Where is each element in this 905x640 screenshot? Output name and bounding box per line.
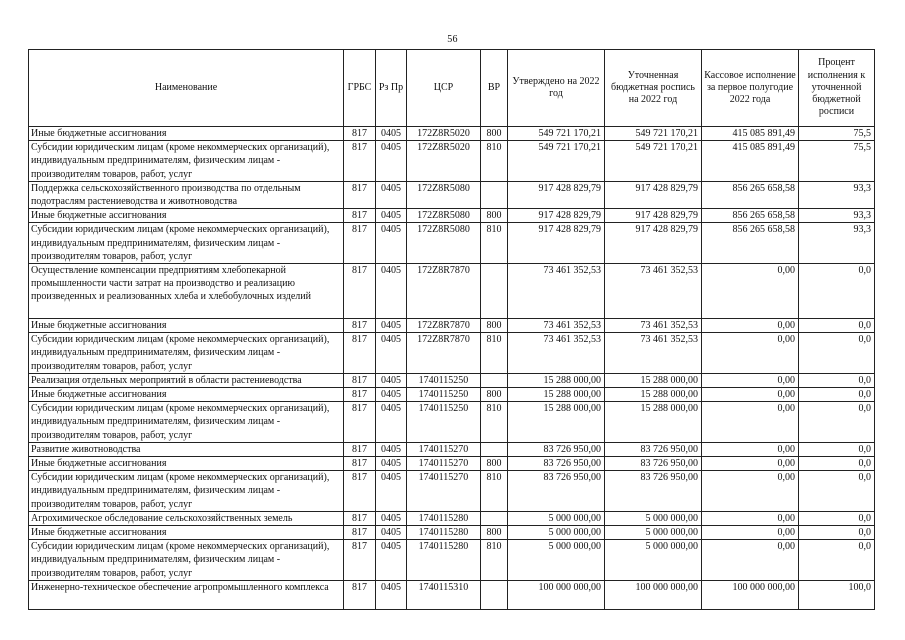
cell-name: Субсидии юридическим лицам (кроме некоммерческих организаций), индивидуальным предпринимателям, физическим лицам - производителям товаров, работ, услуг <box>29 333 344 374</box>
cell-name: Реализация отдельных мероприятий в области растениеводства <box>29 373 344 387</box>
cell-rzpr: 0405 <box>376 442 407 456</box>
cell-cash: 0,00 <box>702 319 799 333</box>
table-row <box>29 181 875 208</box>
cell-percent: 0,0 <box>799 333 875 374</box>
table-row <box>29 511 875 525</box>
cell-vr: 810 <box>481 471 508 512</box>
cell-cash: 415 085 891,49 <box>702 141 799 182</box>
cell-refined: 5 000 000,00 <box>605 526 702 540</box>
cell-approved: 73 461 352,53 <box>508 264 605 319</box>
cell-csr: 172Z8R5080 <box>407 209 481 223</box>
cell-vr <box>481 181 508 208</box>
cell-percent: 93,3 <box>799 223 875 264</box>
cell-approved: 15 288 000,00 <box>508 388 605 402</box>
cell-csr: 1740115270 <box>407 442 481 456</box>
cell-approved: 73 461 352,53 <box>508 319 605 333</box>
cell-csr: 172Z8R7870 <box>407 333 481 374</box>
table-row <box>29 471 875 512</box>
cell-name: Субсидии юридическим лицам (кроме некоммерческих организаций), индивидуальным предпринимателям, физическим лицам - производителям товаров, работ, услуг <box>29 471 344 512</box>
cell-approved: 5 000 000,00 <box>508 526 605 540</box>
cell-cash: 0,00 <box>702 457 799 471</box>
cell-vr: 800 <box>481 209 508 223</box>
header-rzpr: Рз Пр <box>376 50 407 127</box>
cell-rzpr: 0405 <box>376 388 407 402</box>
cell-cash: 100 000 000,00 <box>702 580 799 609</box>
cell-grbs: 817 <box>344 540 376 581</box>
cell-cash: 856 265 658,58 <box>702 223 799 264</box>
cell-vr <box>481 511 508 525</box>
cell-csr: 1740115270 <box>407 471 481 512</box>
cell-rzpr: 0405 <box>376 540 407 581</box>
cell-name: Иные бюджетные ассигнования <box>29 457 344 471</box>
cell-percent: 75,5 <box>799 127 875 141</box>
cell-csr: 172Z8R5020 <box>407 127 481 141</box>
header-vr: ВР <box>481 50 508 127</box>
cell-percent: 0,0 <box>799 457 875 471</box>
cell-vr: 810 <box>481 141 508 182</box>
cell-rzpr: 0405 <box>376 580 407 609</box>
table-row <box>29 333 875 374</box>
cell-cash: 856 265 658,58 <box>702 181 799 208</box>
table-row <box>29 526 875 540</box>
cell-rzpr: 0405 <box>376 471 407 512</box>
cell-refined: 83 726 950,00 <box>605 471 702 512</box>
cell-name: Субсидии юридическим лицам (кроме некоммерческих организаций), индивидуальным предпринимателям, физическим лицам - производителям товаров, работ, услуг <box>29 141 344 182</box>
cell-approved: 83 726 950,00 <box>508 442 605 456</box>
cell-csr: 1740115280 <box>407 511 481 525</box>
cell-refined: 549 721 170,21 <box>605 127 702 141</box>
header-refined: Уточненная бюджетная роспись на 2022 год <box>605 50 702 127</box>
table-row <box>29 442 875 456</box>
cell-refined: 83 726 950,00 <box>605 442 702 456</box>
table-row <box>29 209 875 223</box>
cell-cash: 0,00 <box>702 373 799 387</box>
cell-name: Субсидии юридическим лицам (кроме некоммерческих организаций), индивидуальным предпринимателям, физическим лицам - производителям товаров, работ, услуг <box>29 223 344 264</box>
table-row <box>29 373 875 387</box>
cell-refined: 73 461 352,53 <box>605 333 702 374</box>
cell-grbs: 817 <box>344 181 376 208</box>
cell-approved: 549 721 170,21 <box>508 127 605 141</box>
header-cash: Кассовое исполнение за первое полугодие 2022 года <box>702 50 799 127</box>
cell-grbs: 817 <box>344 209 376 223</box>
cell-percent: 0,0 <box>799 540 875 581</box>
cell-name: Субсидии юридическим лицам (кроме некоммерческих организаций), индивидуальным предпринимателям, физическим лицам - производителям товаров, работ, услуг <box>29 540 344 581</box>
table-row <box>29 319 875 333</box>
cell-cash: 0,00 <box>702 264 799 319</box>
table-row <box>29 127 875 141</box>
cell-name: Иные бюджетные ассигнования <box>29 209 344 223</box>
cell-refined: 15 288 000,00 <box>605 402 702 443</box>
cell-percent: 75,5 <box>799 141 875 182</box>
cell-cash: 0,00 <box>702 540 799 581</box>
table-header-row <box>29 50 875 127</box>
cell-refined: 83 726 950,00 <box>605 457 702 471</box>
cell-cash: 0,00 <box>702 471 799 512</box>
cell-grbs: 817 <box>344 388 376 402</box>
cell-rzpr: 0405 <box>376 127 407 141</box>
header-percent: Процент исполнения к уточненной бюджетной росписи <box>799 50 875 127</box>
cell-csr: 1740115250 <box>407 373 481 387</box>
cell-approved: 917 428 829,79 <box>508 209 605 223</box>
cell-rzpr: 0405 <box>376 264 407 319</box>
cell-grbs: 817 <box>344 402 376 443</box>
cell-refined: 5 000 000,00 <box>605 511 702 525</box>
cell-name: Иные бюджетные ассигнования <box>29 388 344 402</box>
cell-grbs: 817 <box>344 333 376 374</box>
table-row <box>29 540 875 581</box>
cell-name: Агрохимическое обследование сельскохозяйственных земель <box>29 511 344 525</box>
cell-cash: 0,00 <box>702 526 799 540</box>
cell-name: Развитие животноводства <box>29 442 344 456</box>
table-row <box>29 402 875 443</box>
cell-refined: 5 000 000,00 <box>605 540 702 581</box>
cell-csr: 172Z8R7870 <box>407 264 481 319</box>
cell-cash: 856 265 658,58 <box>702 209 799 223</box>
cell-vr: 800 <box>481 457 508 471</box>
cell-refined: 15 288 000,00 <box>605 373 702 387</box>
header-csr: ЦСР <box>407 50 481 127</box>
cell-percent: 0,0 <box>799 264 875 319</box>
cell-rzpr: 0405 <box>376 141 407 182</box>
header-approved: Утверждено на 2022 год <box>508 50 605 127</box>
cell-vr: 800 <box>481 526 508 540</box>
cell-csr: 1740115310 <box>407 580 481 609</box>
cell-rzpr: 0405 <box>376 511 407 525</box>
cell-approved: 5 000 000,00 <box>508 511 605 525</box>
cell-vr: 810 <box>481 540 508 581</box>
cell-rzpr: 0405 <box>376 526 407 540</box>
cell-name: Иные бюджетные ассигнования <box>29 319 344 333</box>
cell-grbs: 817 <box>344 442 376 456</box>
cell-approved: 917 428 829,79 <box>508 223 605 264</box>
cell-percent: 0,0 <box>799 471 875 512</box>
cell-csr: 172Z8R7870 <box>407 319 481 333</box>
cell-vr <box>481 373 508 387</box>
cell-percent: 0,0 <box>799 373 875 387</box>
cell-cash: 0,00 <box>702 511 799 525</box>
cell-refined: 73 461 352,53 <box>605 264 702 319</box>
cell-name: Осуществление компенсации предприятиям хлебопекарной промышленности части затрат на производство и реализацию произведенных и реализованных хлеба и хлебобулочных изделий <box>29 264 344 319</box>
cell-name: Инженерно-техническое обеспечение агропромышленного комплекса <box>29 580 344 609</box>
cell-grbs: 817 <box>344 526 376 540</box>
cell-csr: 1740115280 <box>407 540 481 581</box>
cell-grbs: 817 <box>344 264 376 319</box>
cell-refined: 917 428 829,79 <box>605 209 702 223</box>
header-grbs: ГРБС <box>344 50 376 127</box>
cell-cash: 0,00 <box>702 402 799 443</box>
cell-refined: 15 288 000,00 <box>605 388 702 402</box>
cell-grbs: 817 <box>344 319 376 333</box>
cell-percent: 0,0 <box>799 442 875 456</box>
cell-approved: 73 461 352,53 <box>508 333 605 374</box>
cell-approved: 83 726 950,00 <box>508 457 605 471</box>
cell-refined: 917 428 829,79 <box>605 181 702 208</box>
cell-cash: 0,00 <box>702 333 799 374</box>
cell-name: Иные бюджетные ассигнования <box>29 127 344 141</box>
cell-grbs: 817 <box>344 580 376 609</box>
budget-table <box>28 49 875 610</box>
cell-csr: 1740115280 <box>407 526 481 540</box>
cell-name: Поддержка сельскохозяйственного производства по отдельным подотраслям растениеводства и животноводства <box>29 181 344 208</box>
cell-grbs: 817 <box>344 373 376 387</box>
cell-vr <box>481 264 508 319</box>
cell-cash: 415 085 891,49 <box>702 127 799 141</box>
cell-grbs: 817 <box>344 127 376 141</box>
cell-cash: 0,00 <box>702 442 799 456</box>
cell-vr: 800 <box>481 388 508 402</box>
cell-percent: 93,3 <box>799 181 875 208</box>
table-row <box>29 457 875 471</box>
cell-approved: 15 288 000,00 <box>508 373 605 387</box>
cell-percent: 0,0 <box>799 526 875 540</box>
cell-grbs: 817 <box>344 223 376 264</box>
table-row <box>29 580 875 609</box>
cell-cash: 0,00 <box>702 388 799 402</box>
cell-vr: 800 <box>481 319 508 333</box>
cell-vr: 810 <box>481 402 508 443</box>
cell-percent: 100,0 <box>799 580 875 609</box>
cell-grbs: 817 <box>344 457 376 471</box>
cell-name: Субсидии юридическим лицам (кроме некоммерческих организаций), индивидуальным предпринимателям, физическим лицам - производителям товаров, работ, услуг <box>29 402 344 443</box>
cell-percent: 0,0 <box>799 319 875 333</box>
cell-rzpr: 0405 <box>376 402 407 443</box>
page-number: 56 <box>447 34 458 45</box>
cell-percent: 93,3 <box>799 209 875 223</box>
cell-rzpr: 0405 <box>376 373 407 387</box>
cell-vr: 810 <box>481 223 508 264</box>
cell-grbs: 817 <box>344 471 376 512</box>
cell-csr: 1740115250 <box>407 402 481 443</box>
cell-percent: 0,0 <box>799 511 875 525</box>
cell-approved: 100 000 000,00 <box>508 580 605 609</box>
cell-rzpr: 0405 <box>376 457 407 471</box>
cell-refined: 917 428 829,79 <box>605 223 702 264</box>
cell-refined: 73 461 352,53 <box>605 319 702 333</box>
cell-rzpr: 0405 <box>376 223 407 264</box>
table-row <box>29 141 875 182</box>
cell-approved: 15 288 000,00 <box>508 402 605 443</box>
cell-approved: 5 000 000,00 <box>508 540 605 581</box>
cell-csr: 172Z8R5020 <box>407 141 481 182</box>
cell-approved: 549 721 170,21 <box>508 141 605 182</box>
cell-rzpr: 0405 <box>376 319 407 333</box>
cell-csr: 1740115250 <box>407 388 481 402</box>
cell-vr <box>481 442 508 456</box>
cell-refined: 549 721 170,21 <box>605 141 702 182</box>
table-row <box>29 388 875 402</box>
cell-rzpr: 0405 <box>376 333 407 374</box>
cell-refined: 100 000 000,00 <box>605 580 702 609</box>
table-row <box>29 223 875 264</box>
cell-rzpr: 0405 <box>376 209 407 223</box>
cell-csr: 172Z8R5080 <box>407 223 481 264</box>
cell-rzpr: 0405 <box>376 181 407 208</box>
cell-vr: 800 <box>481 127 508 141</box>
cell-percent: 0,0 <box>799 402 875 443</box>
cell-approved: 917 428 829,79 <box>508 181 605 208</box>
cell-grbs: 817 <box>344 511 376 525</box>
header-name: Наименование <box>29 50 344 127</box>
cell-approved: 83 726 950,00 <box>508 471 605 512</box>
cell-vr <box>481 580 508 609</box>
cell-csr: 1740115270 <box>407 457 481 471</box>
cell-name: Иные бюджетные ассигнования <box>29 526 344 540</box>
cell-csr: 172Z8R5080 <box>407 181 481 208</box>
cell-vr: 810 <box>481 333 508 374</box>
cell-grbs: 817 <box>344 141 376 182</box>
cell-percent: 0,0 <box>799 388 875 402</box>
table-row <box>29 264 875 319</box>
